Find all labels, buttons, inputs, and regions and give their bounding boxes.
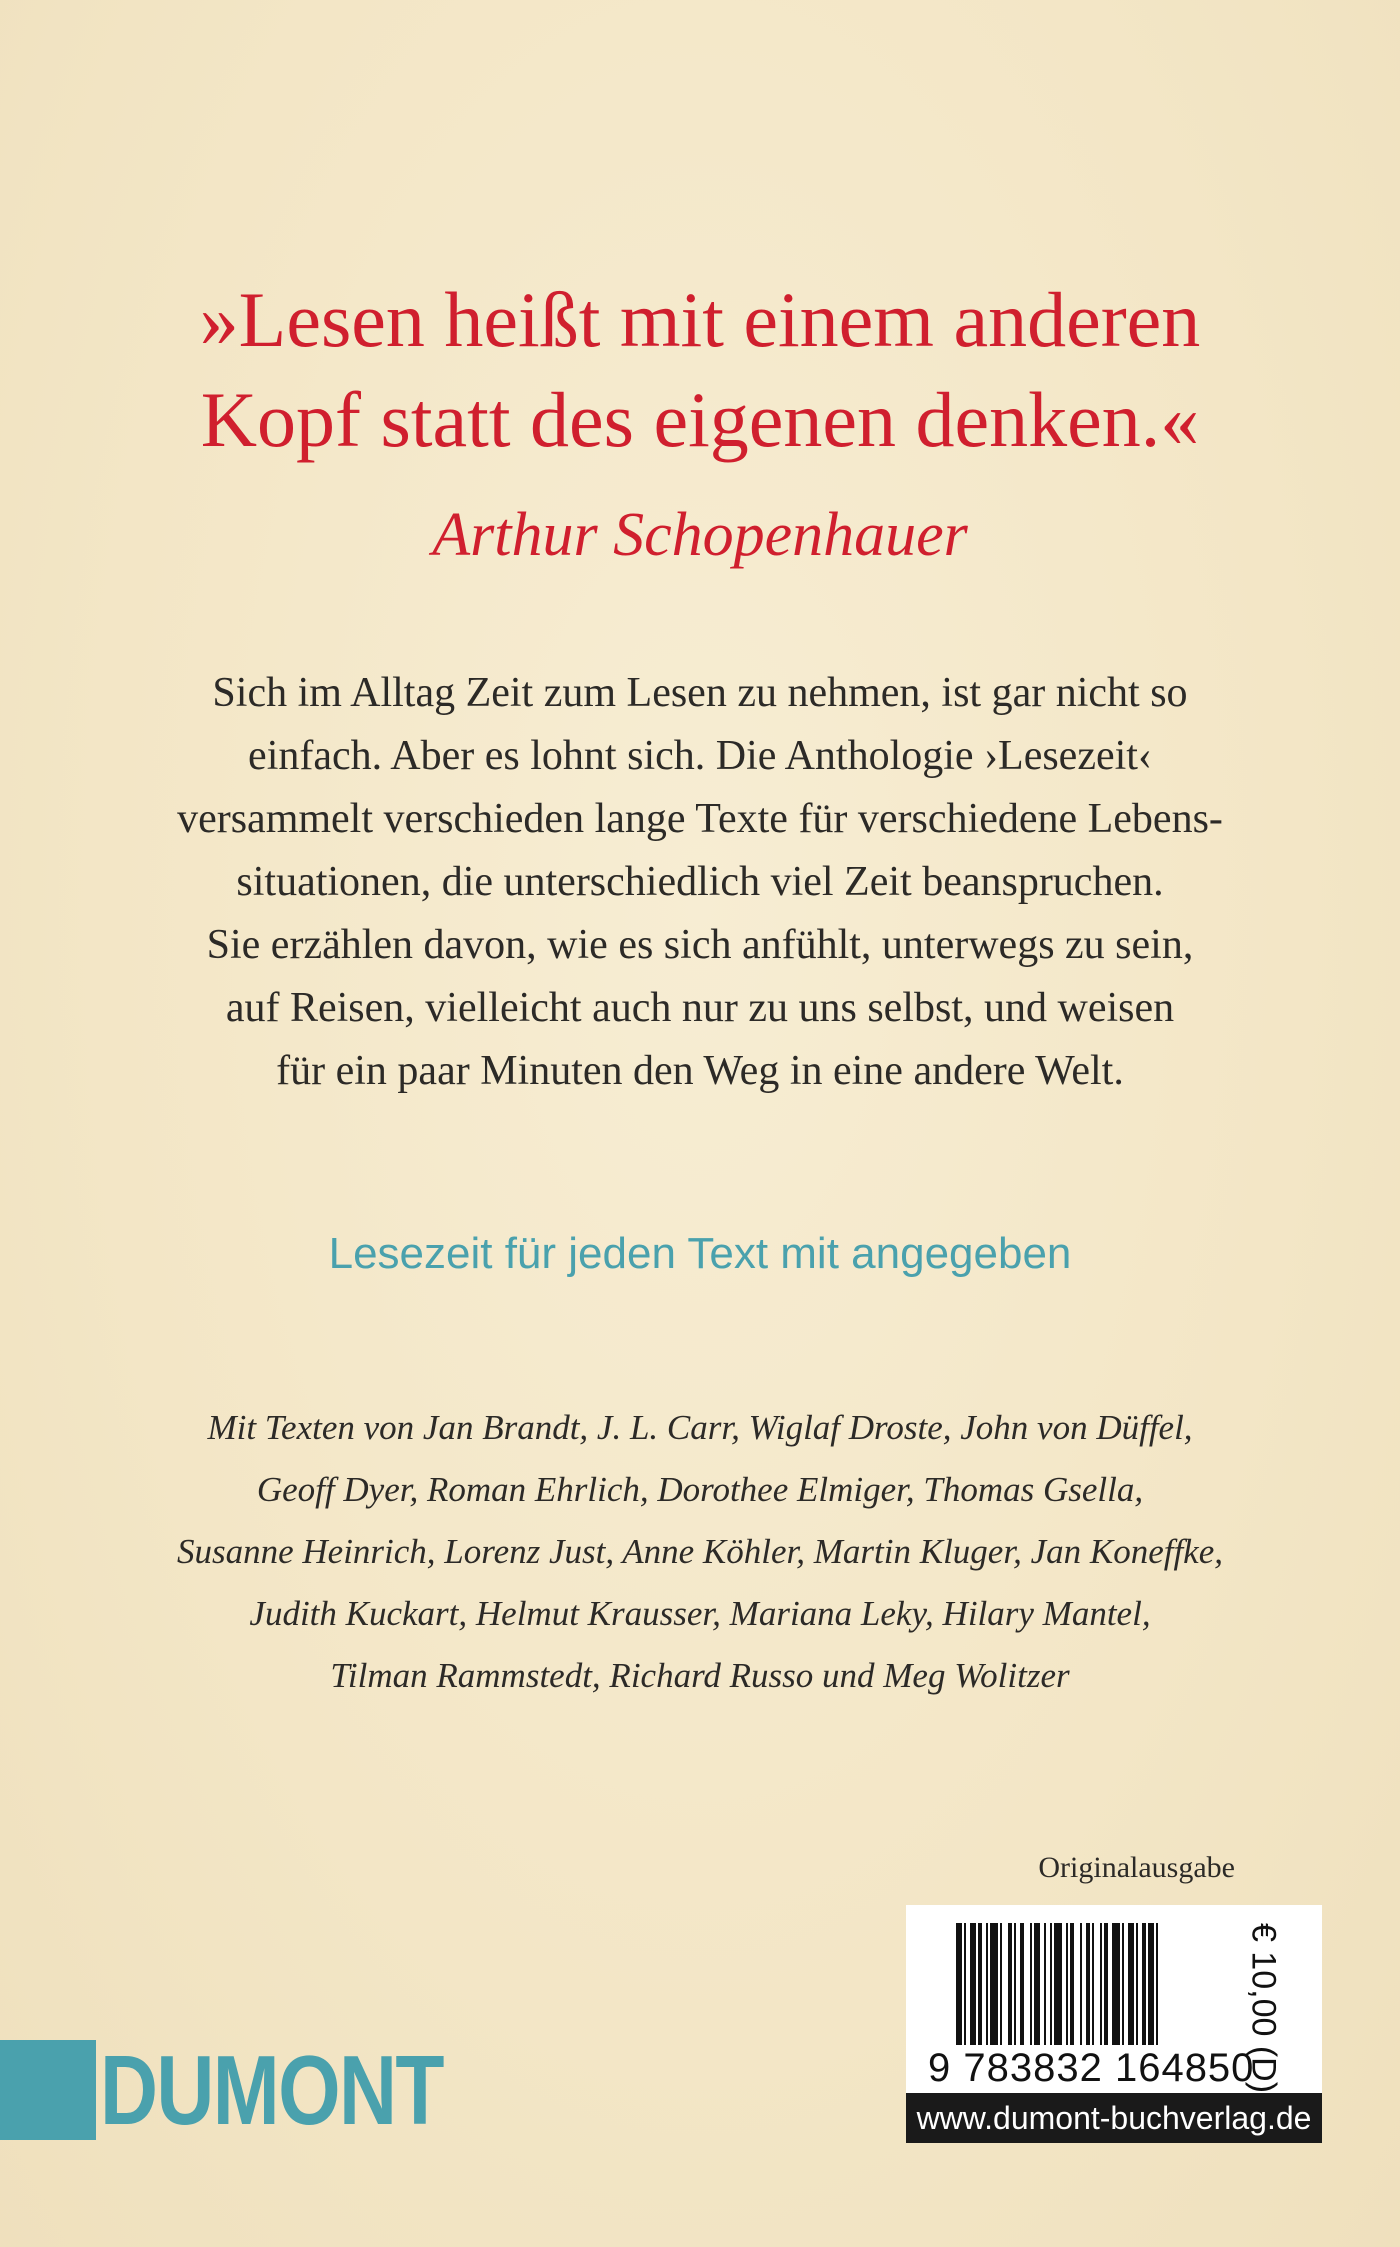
contributors-line: Geoff Dyer, Roman Ehrlich, Dorothee Elmiger, Thomas Gsella, <box>256 1470 1144 1509</box>
contributors-line: Susanne Heinrich, Lorenz Just, Anne Köhler, Martin Kluger, Jan Koneffke, <box>176 1532 1224 1571</box>
blurb <box>0 662 1400 1103</box>
barcode-bar <box>1086 1923 1090 2045</box>
logo-wordmark: DUMONT <box>100 2035 443 2145</box>
barcode-bar <box>1112 1923 1120 2045</box>
barcode-bar <box>1100 1923 1102 2045</box>
barcode-bar <box>1066 1923 1068 2045</box>
edition-label: Originalausgabe <box>1038 1851 1235 1884</box>
isbn-number: 9 783832 164850 <box>928 2046 1255 2090</box>
barcode-bar <box>1020 1923 1024 2045</box>
barcode-bar <box>1008 1923 1012 2045</box>
contributors-line: Judith Kuckart, Helmut Krausser, Mariana Leky, Hilary Mantel, <box>249 1594 1151 1633</box>
contributors-line: Tilman Rammstedt, Richard Russo und Meg Wolitzer <box>330 1656 1070 1695</box>
blurb-line: auf Reisen, vielleicht auch nur zu uns selbst, und weisen <box>225 985 1175 1031</box>
publisher-logo <box>0 2035 518 2145</box>
barcode-bar <box>990 1923 998 2045</box>
contributors-line: Mit Texten von Jan Brandt, J. L. Carr, Wiglaf Droste, John von Düffel, <box>207 1408 1193 1447</box>
barcode-bar <box>1054 1923 1062 2045</box>
barcode-bar <box>1080 1923 1082 2045</box>
barcode-bar <box>1104 1923 1108 2045</box>
blurb-line: versammelt verschieden lange Texte für verschiedene Lebens- <box>177 796 1223 842</box>
barcode-bar <box>1014 1923 1016 2045</box>
reading-time-note: Lesezeit für jeden Text mit angegeben <box>328 1229 1072 1278</box>
quote-line-1: »Lesen heißt mit einem anderen <box>199 276 1201 363</box>
barcode-bar <box>1128 1923 1134 2045</box>
barcode-bar <box>970 1923 976 2045</box>
quote <box>0 270 1400 470</box>
blurb-line: Sich im Alltag Zeit zum Lesen zu nehmen, ist gar nicht so <box>212 670 1188 716</box>
barcode-bar <box>1070 1923 1074 2045</box>
barcode-bar <box>986 1923 988 2045</box>
barcode-bar <box>964 1923 966 2045</box>
blurb-line: einfach. Aber es lohnt sich. Die Anthologie ›Lesezeit‹ <box>248 733 1152 779</box>
barcode-bar <box>1142 1923 1146 2045</box>
blurb-line: für ein paar Minuten den Weg in eine andere Welt. <box>276 1048 1124 1094</box>
contributors <box>0 1397 1400 1707</box>
barcode-bar <box>1136 1923 1138 2045</box>
barcode-bar <box>1000 1923 1002 2045</box>
barcode-bar <box>1122 1923 1124 2045</box>
barcode-bar <box>1044 1923 1046 2045</box>
logo-bar <box>0 2040 96 2140</box>
quote-author: Arthur Schopenhauer <box>432 501 968 569</box>
barcode-bar <box>956 1923 962 2045</box>
price-text: € 10,00 (D) <box>1244 1922 1283 2094</box>
barcode-bar <box>1030 1923 1032 2045</box>
barcode-bars <box>956 1923 1228 2045</box>
publisher-url: www.dumont-buchverlag.de <box>906 2093 1322 2143</box>
barcode-bar <box>1148 1923 1154 2045</box>
barcode <box>906 1905 1322 2102</box>
barcode-bar <box>1092 1923 1094 2045</box>
barcode-bar <box>978 1923 982 2045</box>
barcode-bar <box>1050 1923 1052 2045</box>
quote-line-2: Kopf statt des eigenen denken.« <box>200 376 1200 463</box>
barcode-bar <box>1156 1923 1158 2045</box>
blurb-line: Sie erzählen davon, wie es sich anfühlt, unterwegs zu sein, <box>206 922 1194 968</box>
price-label <box>1238 1923 1288 2093</box>
blurb-line: situationen, die unterschiedlich viel Zeit beanspruchen. <box>236 859 1164 905</box>
barcode-bar <box>1034 1923 1040 2045</box>
